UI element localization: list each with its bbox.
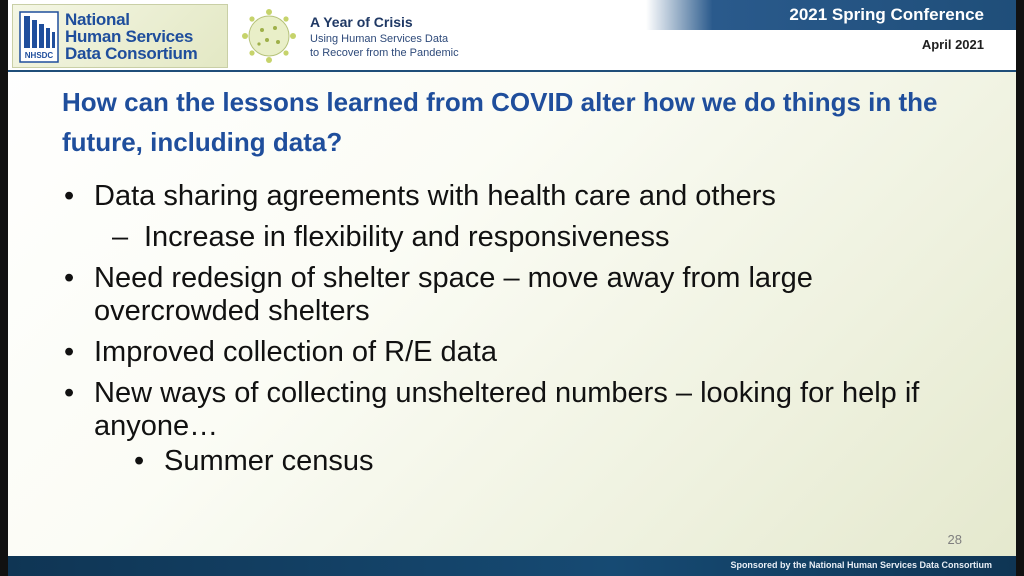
svg-text:NHSDC: NHSDC (24, 51, 54, 60)
bullet-item (60, 262, 960, 328)
bullet-item (60, 336, 960, 369)
right-frame-border (1016, 0, 1024, 576)
slide-title: How can the lessons learned from COVID alter how we do things in the future, including data? (62, 87, 938, 157)
sub-bullet-item (60, 445, 960, 478)
nhsdc-logo-icon (19, 11, 59, 63)
slide-header (8, 0, 1016, 72)
bullet-text: Data sharing agreements with health care and others (94, 180, 776, 212)
bullet-text: Need redesign of shelter space – move away from large overcrowded shelters (94, 262, 813, 327)
nhsdc-logo (12, 4, 228, 68)
logo-line: National (65, 10, 130, 29)
theme-subtitle (310, 32, 494, 60)
footer-band (8, 556, 1016, 576)
bullet-marker: • (64, 336, 75, 368)
logo-wordmark (65, 11, 225, 62)
bullet-text: Improved collection of R/E data (94, 336, 497, 368)
bullet-item (60, 377, 960, 443)
theme-subtitle-line: to Recover from the Pandemic (310, 47, 459, 59)
slide (8, 0, 1016, 576)
bullet-marker: • (64, 377, 75, 409)
bullet-text: Summer census (164, 445, 374, 477)
bullet-text: Increase in flexibility and responsiveness (144, 221, 670, 253)
bullet-marker: • (64, 180, 75, 212)
page-number: 28 (947, 532, 962, 547)
conference-theme (234, 4, 494, 68)
theme-subtitle-line: Using Human Services Data (310, 33, 449, 45)
dash-marker: – (112, 221, 129, 253)
bullet-marker: • (134, 445, 145, 477)
logo-line: Data Consortium (65, 44, 198, 63)
left-frame-border (0, 0, 8, 576)
conference-title: 2021 Spring Conference (789, 5, 984, 24)
footer-sponsor-text: Sponsored by the National Human Services Data Consortium (730, 560, 992, 570)
sub-bullet-item (60, 221, 960, 254)
conference-banner (646, 0, 1016, 30)
bullet-list (60, 180, 960, 478)
bullet-text: New ways of collecting unsheltered numbers – looking for help if anyone… (94, 377, 920, 442)
virus-illustration-icon (234, 4, 304, 68)
theme-title: A Year of Crisis (310, 14, 413, 30)
bullet-item (60, 180, 960, 213)
bullet-marker: • (64, 262, 75, 294)
conference-date: April 2021 (921, 37, 984, 52)
logo-line: Human Services (65, 27, 194, 46)
